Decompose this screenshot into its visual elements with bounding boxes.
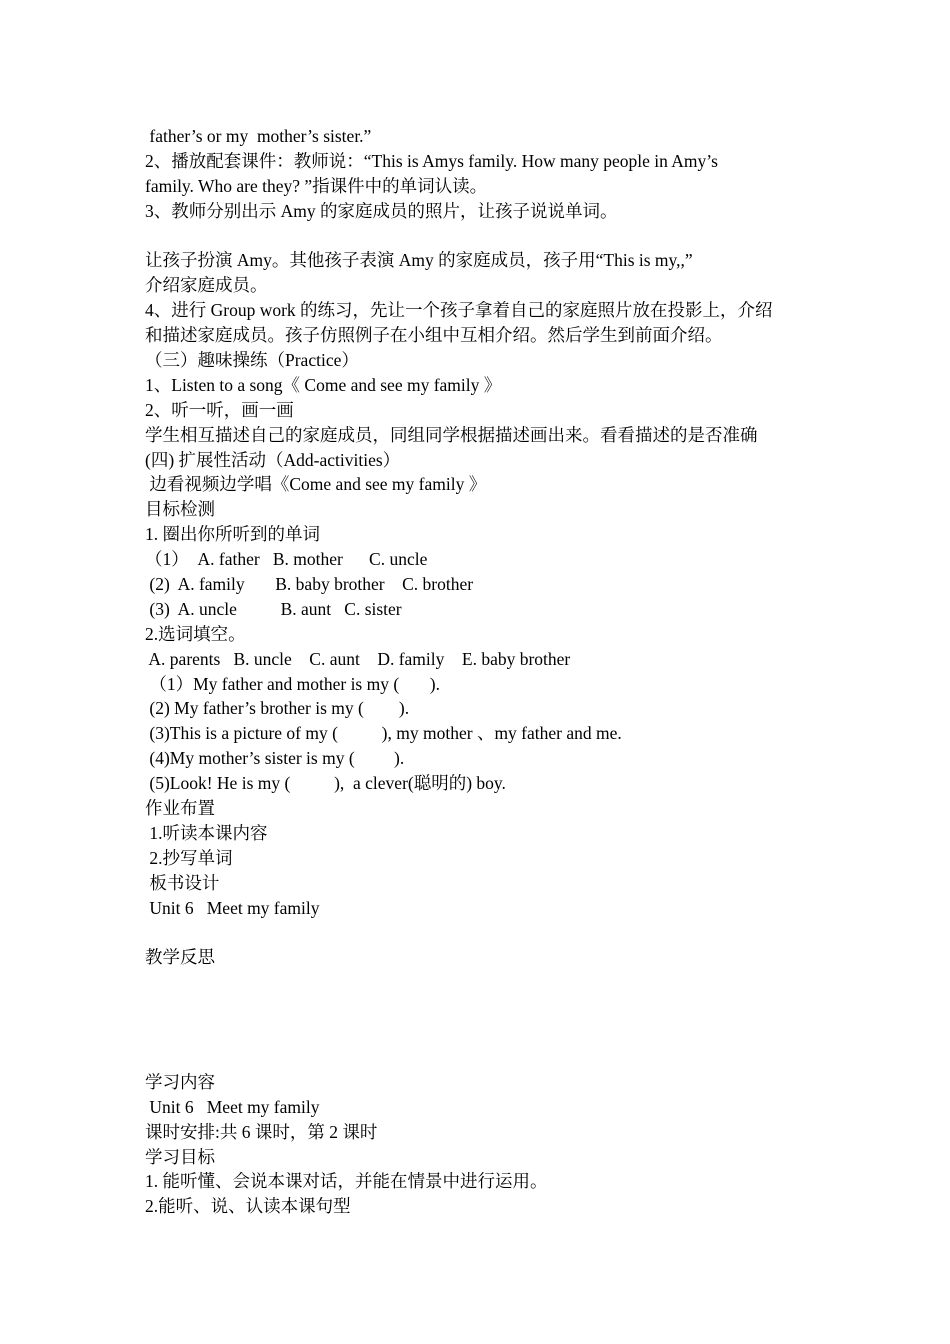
text-line: 2.能听、说、认读本课句型 (145, 1196, 351, 1217)
text-line: Unit 6 Meet my family (145, 1096, 320, 1117)
text-line: Unit 6 Meet my family (145, 897, 320, 918)
text-line: 2.选词填空。 (145, 623, 246, 644)
text-line: 和描述家庭成员。孩子仿照例子在小组中互相介绍。然后学生到前面介绍。 (145, 325, 723, 346)
text-line: 板书设计 (145, 872, 220, 893)
text-line: 1. 能听懂、会说本课对话，并能在情景中进行运用。 (145, 1171, 548, 1192)
text-line: 2.抄写单词 (145, 847, 233, 868)
text-line: father’s or my mother’s sister.” (145, 126, 372, 146)
text-line: 4、进行 Group work 的练习，先让一个孩子拿着自己的家庭照片放在投影上，介绍 (145, 300, 773, 321)
text-line: (4)My mother’s sister is my ( ). (145, 748, 405, 769)
text-line: 2、播放配套课件：教师说：“This is Amys family. How many people in Amy’s (145, 150, 718, 171)
text-line: 边看视频边学唱《Come and see my family 》 (145, 474, 487, 495)
text-line: 1、Listen to a song《 Come and see my family 》 (145, 374, 502, 395)
spacer (145, 970, 825, 1070)
text-line: family. Who are they? ”指课件中的单词认读。 (145, 175, 488, 196)
text-line: （三）趣味操练（Practice） (145, 350, 359, 371)
text-line: （1）My father and mother is my ( ). (145, 673, 441, 694)
next-lesson-section (145, 1070, 825, 1219)
text-line: 课时安排:共 6 课时，第 2 课时 (145, 1121, 378, 1142)
text-line: 目标检测 (145, 499, 215, 520)
text-line: 教学反思 (145, 947, 215, 968)
text-line: 作业布置 (145, 798, 215, 819)
text-line: （1） A. father B. mother C. uncle (145, 549, 428, 570)
text-line: (3)This is a picture of my ( ), my mother 、my father and me. (145, 723, 622, 744)
text-line: 1. 圈出你所听到的单词 (145, 524, 320, 545)
text-line: 学生相互描述自己的家庭成员，同组同学根据描述画出来。看看描述的是否准确 (145, 424, 758, 445)
text-line: 3、教师分别出示 Amy 的家庭成员的照片，让孩子说说单词。 (145, 200, 618, 221)
text-line: (2) A. family B. baby brother C. brother (145, 574, 474, 595)
text-line: (5)Look! He is my ( ), a clever(聪明的) boy. (145, 773, 506, 794)
text-line: (3) A. uncle B. aunt C. sister (145, 598, 402, 619)
document-page (145, 124, 825, 1219)
text-line: 2、听一听，画一画 (145, 399, 294, 420)
lesson-plan-section (145, 124, 825, 970)
text-line: 让孩子扮演 Amy。其他孩子表演 Amy 的家庭成员，孩子用“This is my,,” (145, 250, 693, 271)
text-line: 1.听读本课内容 (145, 822, 268, 843)
text-line: 学习目标 (145, 1146, 215, 1167)
text-line: (四) 扩展性活动（Add-activities） (145, 449, 401, 470)
text-line: 介绍家庭成员。 (145, 275, 268, 296)
text-line: (2) My father’s brother is my ( ). (145, 698, 410, 719)
text-line: 学习内容 (145, 1071, 215, 1092)
text-line (145, 921, 825, 946)
text-line: A. parents B. uncle C. aunt D. family E. baby brother (145, 648, 571, 669)
text-line (145, 224, 825, 249)
